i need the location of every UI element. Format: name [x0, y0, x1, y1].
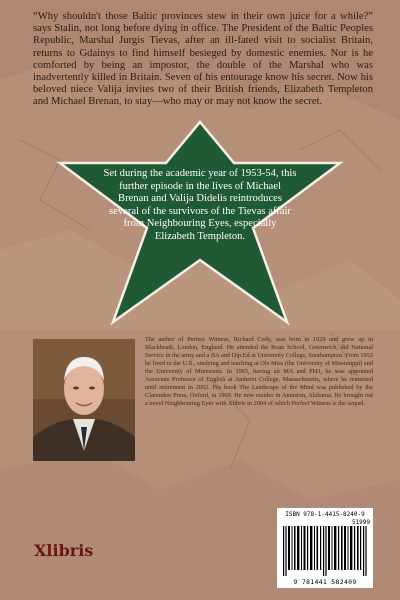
- price-code: 51999: [351, 519, 370, 526]
- star-synopsis: Set during the academic year of 1953-54, this further episode in the lives of Michael Brenan and Valija Didelis reintroduces several of the survivors of the Tievas affair from Neighbouring Eyes, especially Elizabeth Templeton.: [103, 168, 297, 242]
- author-bio: The author of Perfect Witness, Richard Cody, was born in 1929 and grew up in Blackheath, London, England. He attended the Roan School, Greenwich, did National Service in the army and a BA and Dip.Ed at University College, Southampton. From 1953 he lived in the U.S., studying and teaching at Ole Miss (the University of Mississippi) and the University of Minnesota. In 1965, having an MA and PhD, he was appointed Associate Professor of English at Amherst College, Massachusetts, where he remained until retirement in 2002. His book The Landscape of the Mind was published by the Clarendon Press, Oxford, in 1969. He now resides in Anniston, Alabama. He brought out a novel Neighbouring Eyes with Xlibris in 2004 of which Perfect Witness is the sequel.: [145, 336, 373, 408]
- barcode-digits: 9 781441 582409: [293, 578, 357, 586]
- isbn-label: ISBN 978-1-4415-8240-9: [285, 511, 365, 518]
- barcode-icon: [283, 526, 367, 576]
- publisher-name: Xlibris: [34, 541, 94, 560]
- author-photo: [33, 339, 135, 461]
- publisher-logo: [34, 541, 93, 560]
- barcode-panel: [277, 508, 373, 588]
- blurb-text: “Why shouldn't those Baltic provinces stew in their own juice for a while?” says Stalin, not long before dying in office. The President of the Baltic Peoples Republic, Marshal Jurgis Tievas, after an ill-fated visit to socialist Britain, returns to Gdainys to find himself besieged by domestic enemies. Nor is he comforted by being an impostor, the double of the Marshal who was inadvertently killed in Britain. Seven of his entourage know his secret. Now his beloved niece Valija invites two of their British friends, Elizabeth Templeton and Michael Brenan, to stay—who may or may not know the secret.: [33, 11, 373, 108]
